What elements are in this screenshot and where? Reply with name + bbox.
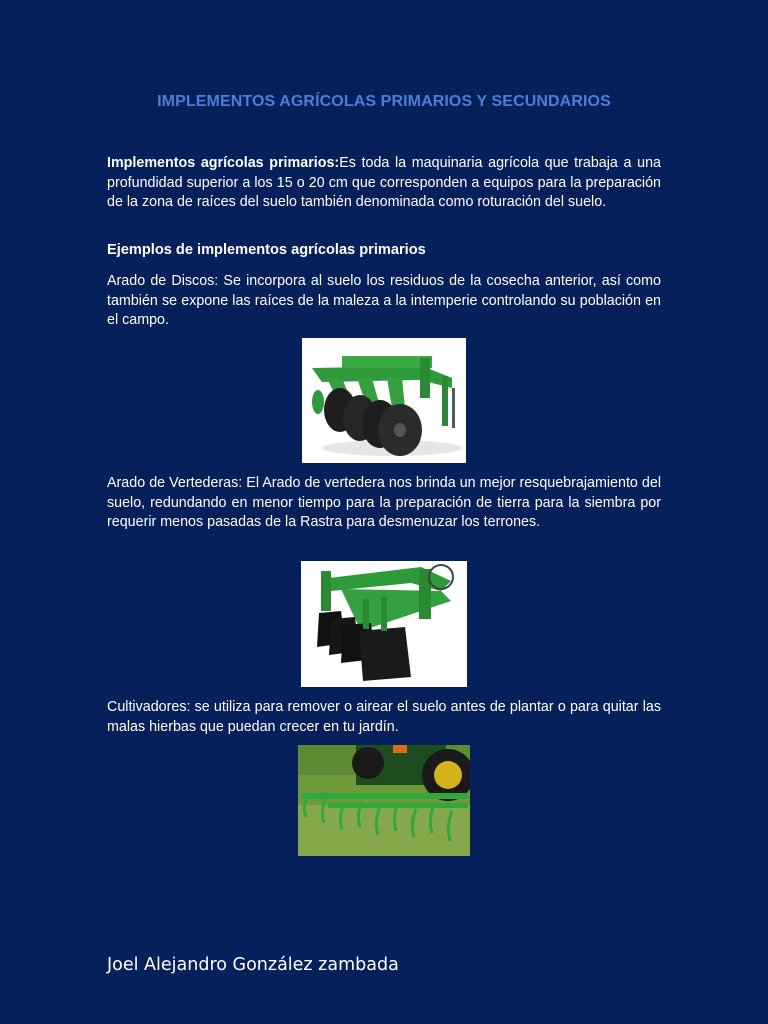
intro-paragraph xyxy=(107,154,661,213)
cultivator-image xyxy=(298,745,470,856)
moldboard-plow-image xyxy=(301,561,467,687)
page-title: IMPLEMENTOS AGRÍCOLAS PRIMARIOS Y SECUNDARIOS xyxy=(157,93,611,110)
moldboard-plow-paragraph: Arado de Vertederas: El Arado de vertedera nos brinda un mejor resquebrajamiento del suelo, redundando en menor tiempo para la preparación de tierra para la siembra por requerir menos pasadas de la Rastra para desmenuzar los terrones. xyxy=(107,475,661,530)
examples-heading: Ejemplos de implementos agrícolas primarios xyxy=(107,242,426,258)
disc-plow-paragraph: Arado de Discos: Se incorpora al suelo los residuos de la cosecha anterior, así como también se expone las raíces de la maleza a la intemperie controlando su población en el campo. xyxy=(107,273,661,328)
cultivator-paragraph: Cultivadores: se utiliza para remover o airear el suelo antes de plantar o para quitar las malas hierbas que puedan crecer en tu jardín. xyxy=(107,699,661,735)
author-name: Joel Alejandro González zambada xyxy=(107,955,399,975)
intro-text: Es toda la maquinaria agrícola que trabaja a una profundidad superior a los 15 o 20 cm que corresponden a equipos para la preparación de la zona de raíces del suelo también denominada como roturación del suelo. xyxy=(107,155,661,210)
intro-term: Implementos agrícolas primarios: xyxy=(107,155,340,171)
disc-plow-image xyxy=(302,338,466,463)
